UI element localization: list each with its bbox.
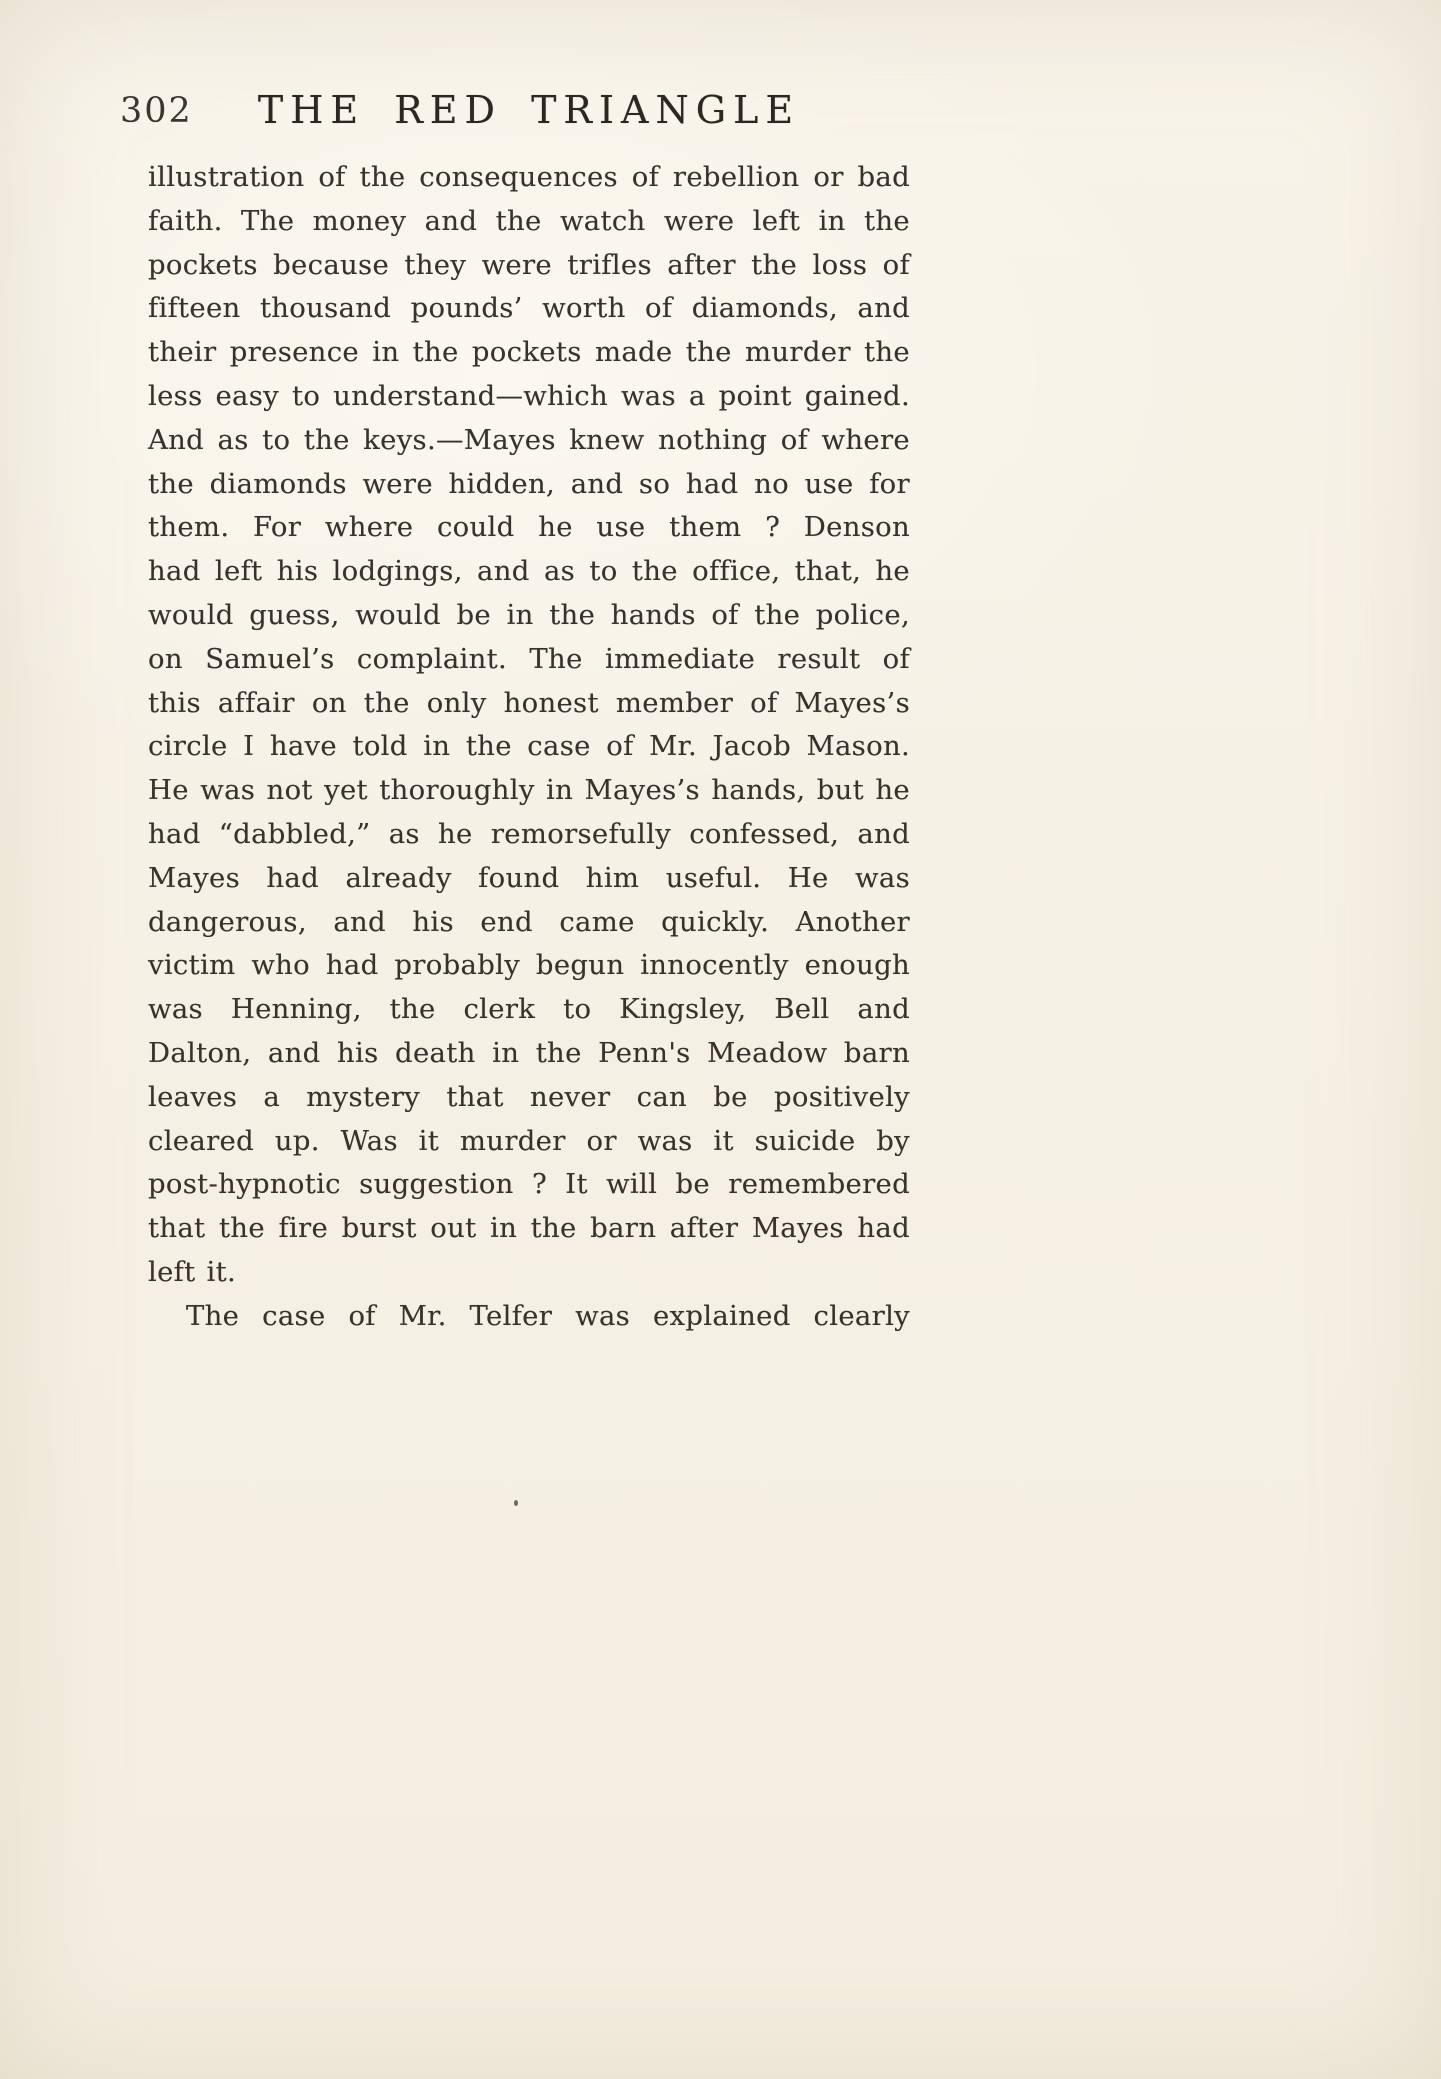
paragraph-continuation — [148, 156, 910, 1295]
text-line: pockets because they were trifles after the loss of — [148, 248, 910, 281]
text-line: faith. The money and the watch were left in the — [148, 204, 910, 237]
text-block — [120, 86, 910, 1339]
paragraph-new — [148, 1295, 910, 1339]
text-line: had left his lodgings, and as to the office, that, he — [148, 555, 910, 588]
text-line: on Samuel’s complaint. The immediate result of — [148, 642, 910, 675]
text-line: was Henning, the clerk to Kingsley, Bell and — [148, 993, 910, 1026]
page-header — [120, 86, 910, 134]
text-line: leaves a mystery that never can be positively — [148, 1080, 910, 1113]
text-line: And as to the keys.—Mayes knew nothing of where — [148, 423, 910, 456]
text-line: dangerous, and his end came quickly. Another — [148, 905, 910, 938]
text-line: circle I have told in the case of Mr. Jacob Mason. — [148, 730, 910, 763]
text-line: their presence in the pockets made the murder the — [148, 336, 910, 369]
text-line: He was not yet thoroughly in Mayes’s hands, but he — [148, 774, 910, 807]
text-line: had “dabbled,” as he remorsefully confessed, and — [148, 817, 910, 850]
text-line: fifteen thousand pounds’ worth of diamonds, and — [148, 292, 910, 325]
page-body — [148, 156, 910, 1339]
text-line: victim who had probably begun innocently enough — [148, 949, 910, 982]
running-title: THE RED TRIANGLE — [257, 88, 801, 132]
text-line: Mayes had already found him useful. He was — [148, 861, 910, 894]
text-line: would guess, would be in the hands of the police, — [148, 598, 910, 631]
text-line: them. For where could he use them ? Denson — [148, 511, 910, 544]
text-line: The case of Mr. Telfer was explained clearly — [186, 1299, 910, 1332]
text-line: that the fire burst out in the barn after Mayes had — [148, 1212, 910, 1245]
text-line: Dalton, and his death in the Penn's Meadow barn — [148, 1036, 910, 1069]
text-line: cleared up. Was it murder or was it suicide by — [148, 1124, 910, 1157]
text-line: post-hypnotic suggestion ? It will be remembered — [148, 1168, 910, 1201]
text-line: illustration of the consequences of rebellion or bad — [148, 161, 910, 193]
ink-speck — [514, 1500, 518, 1506]
text-line: less easy to understand—which was a point gained. — [148, 379, 910, 412]
page-number: 302 — [120, 91, 193, 131]
text-line: the diamonds were hidden, and so had no use for — [148, 467, 910, 500]
text-line: left it. — [148, 1255, 237, 1288]
text-line: this affair on the only honest member of Mayes’s — [148, 686, 910, 719]
